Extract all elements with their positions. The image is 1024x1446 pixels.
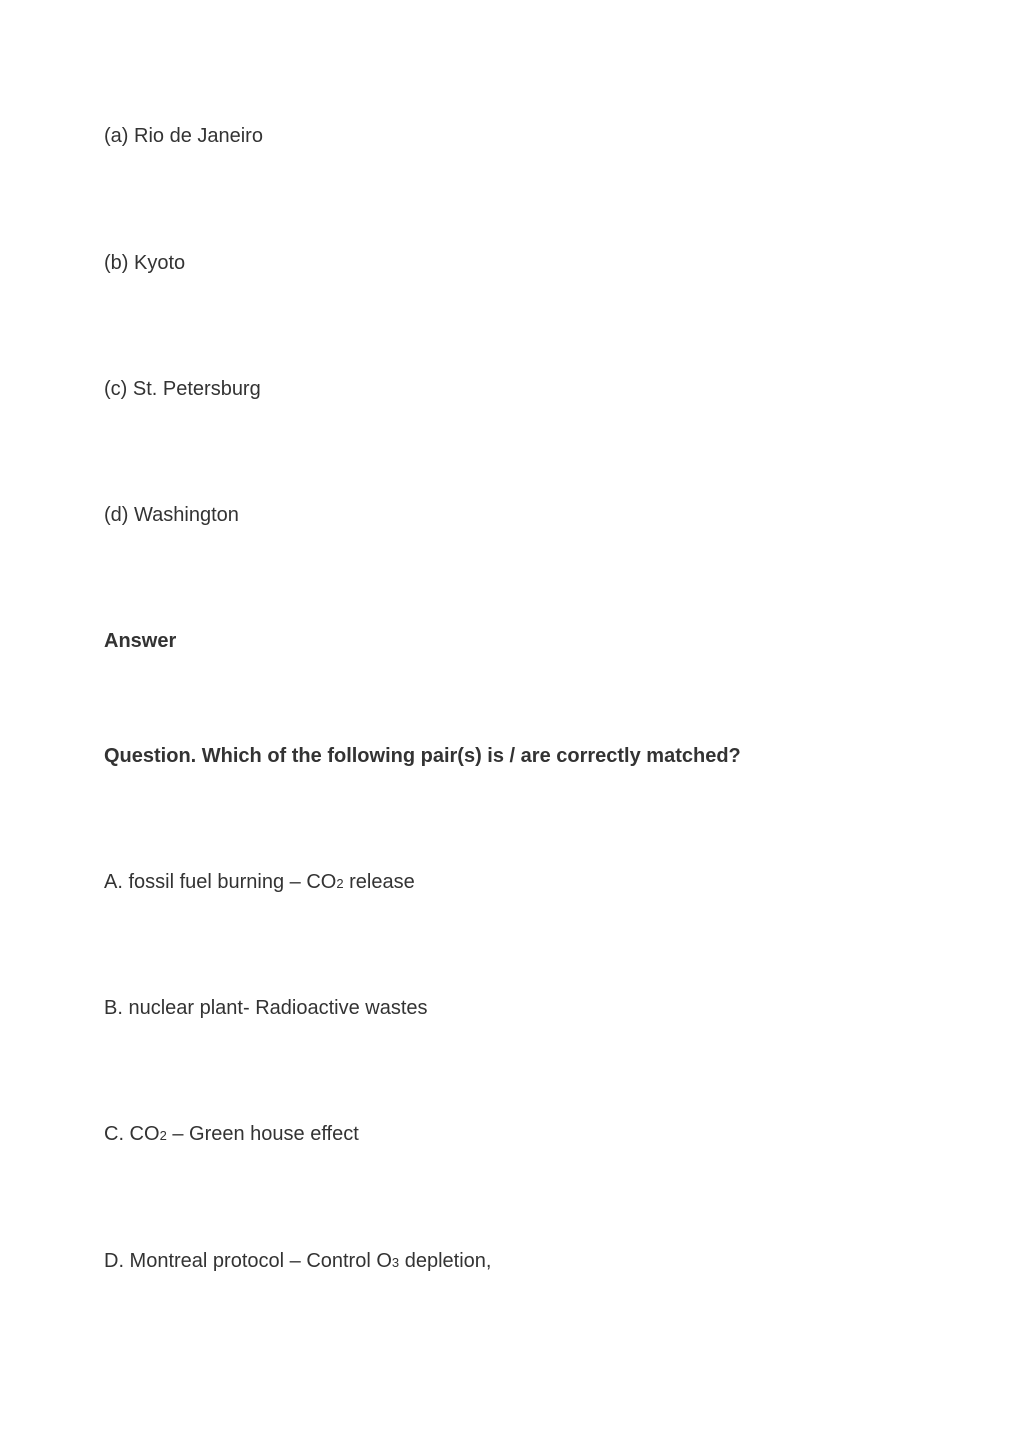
option-c: (c) St. Petersburg bbox=[104, 378, 261, 400]
match-item-a-subscript: 2 bbox=[336, 876, 344, 891]
option-b: (b) Kyoto bbox=[104, 252, 186, 274]
match-item-d-subscript: 3 bbox=[391, 1255, 400, 1270]
match-item-c-text: C. CO bbox=[104, 1123, 160, 1145]
question-text: Question. Which of the following pair(s) is / are correctly matched? bbox=[104, 745, 741, 767]
match-item-a-text: A. fossil fuel burning – CO bbox=[104, 871, 337, 893]
match-item-d-rest: depletion, bbox=[399, 1250, 492, 1272]
match-item-c bbox=[104, 1122, 359, 1146]
answer-label: Answer bbox=[104, 630, 177, 652]
match-item-d bbox=[104, 1249, 491, 1273]
match-item-c-rest: – Green house effect bbox=[166, 1123, 359, 1145]
match-item-b: B. nuclear plant- Radioactive wastes bbox=[104, 997, 428, 1019]
match-item-c-subscript: 2 bbox=[159, 1128, 167, 1143]
option-d: (d) Washington bbox=[104, 504, 239, 526]
match-item-a bbox=[104, 870, 415, 894]
option-a: (a) Rio de Janeiro bbox=[104, 125, 263, 147]
match-item-a-rest: release bbox=[343, 871, 415, 893]
match-item-d-text: D. Montreal protocol – Control O bbox=[104, 1250, 392, 1272]
